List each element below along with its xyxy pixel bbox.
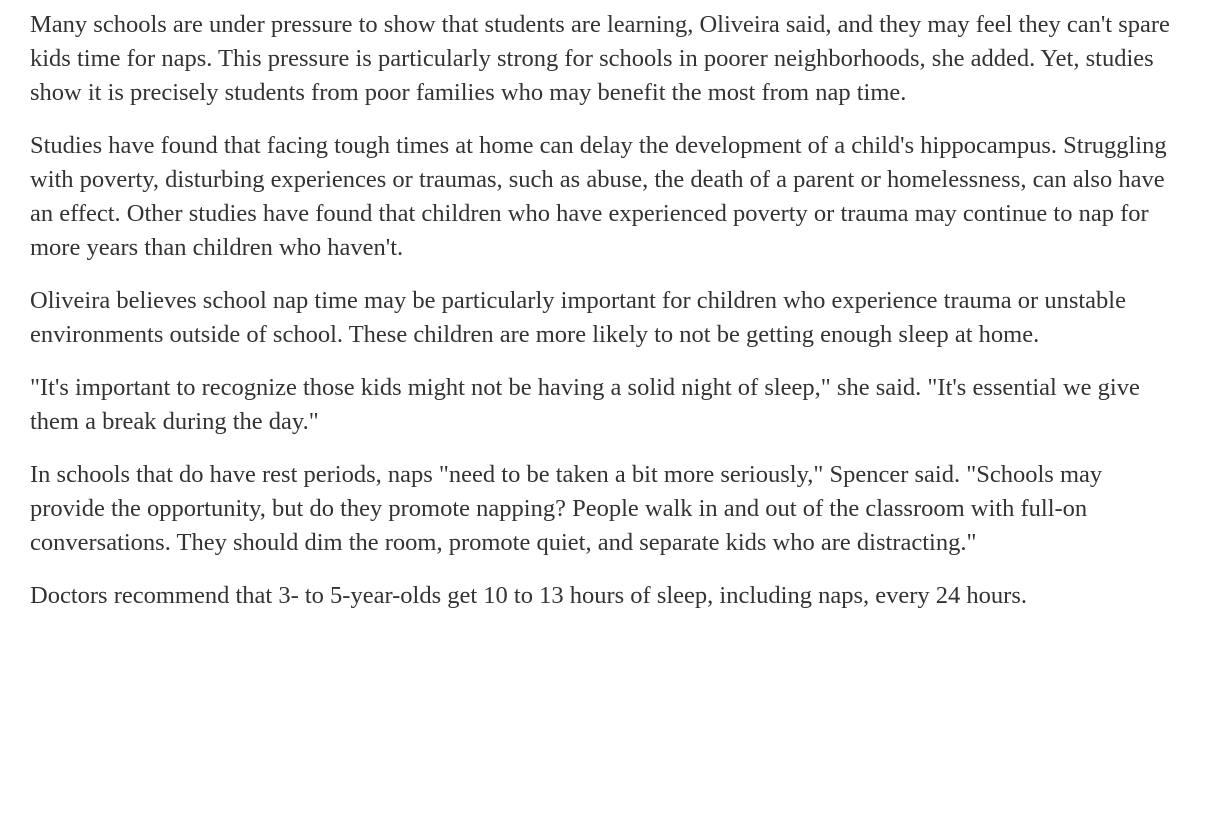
- article-paragraph-5: In schools that do have rest periods, naps "need to be taken a bit more seriously," Spencer said. "Schools may provide the opportunity, but do they promote napping? People walk in and out of the classroom with full-on conversations. They should dim the room, promote quiet, and separate kids who are distracting.": [30, 461, 1103, 556]
- article-paragraph-4: "It's important to recognize those kids might not be having a solid night of sleep," she said. "It's essential we give them a break during the day.": [30, 374, 1140, 435]
- article-body: [30, 8, 1170, 632]
- article-paragraph-1: Many schools are under pressure to show that students are learning, Oliveira said, and they may feel they can't spare kids time for naps. This pressure is particularly strong for schools in poorer neighborhoods, she added. Yet, studies show it is precisely students from poor families who may benefit the most from nap time.: [30, 11, 1170, 106]
- article-paragraph-6: Doctors recommend that 3- to 5-year-olds get 10 to 13 hours of sleep, including naps, every 24 hours.: [30, 582, 1027, 609]
- article-paragraph-2: Studies have found that facing tough times at home can delay the development of a child's hippocampus. Struggling with poverty, disturbing experiences or traumas, such as abuse, the death of a parent or homelessness, can also have an effect. Other studies have found that children who have experienced poverty or trauma may continue to nap for more years than children who haven't.: [30, 132, 1167, 261]
- article-paragraph-3: Oliveira believes school nap time may be particularly important for children who experience trauma or unstable environments outside of school. These children are more likely to not be getting enough sleep at home.: [30, 287, 1126, 348]
